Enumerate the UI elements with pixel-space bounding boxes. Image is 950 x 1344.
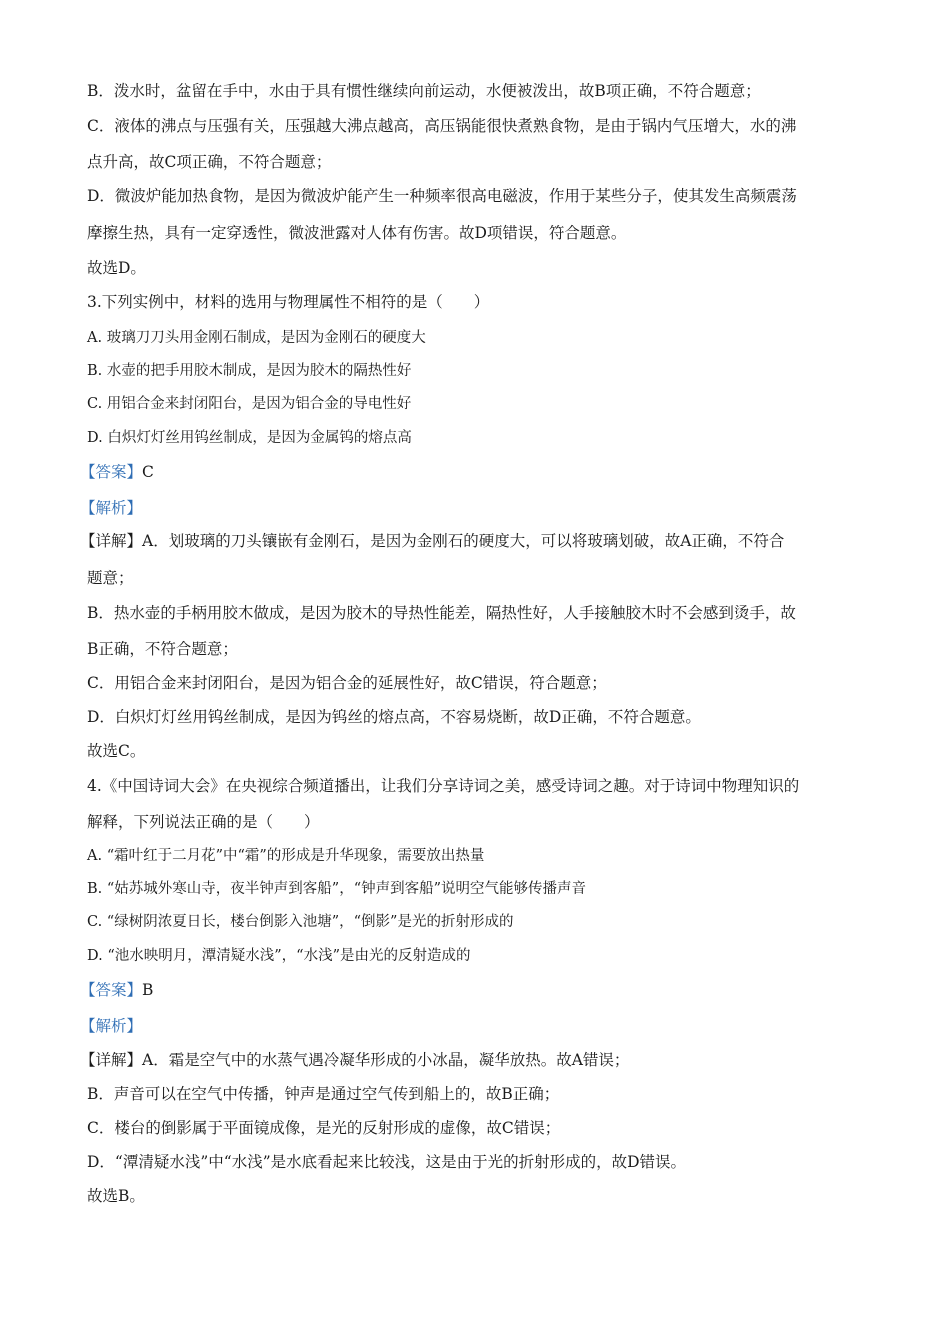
conclusion-line: 故选D。 xyxy=(87,259,146,277)
detail-text: A．划玻璃的刀头镶嵌有金刚石，是因为金刚石的硬度大，可以将玻璃划破，故A正确，不符合 xyxy=(142,532,785,550)
question-3-option-a: A. 玻璃刀刀头用金刚石制成，是因为金刚石的硬度大 xyxy=(87,330,426,346)
answer-value: C xyxy=(142,463,154,481)
question-3-option-d: D. 白炽灯灯丝用钨丝制成，是因为金属钨的熔点高 xyxy=(87,430,412,446)
question-3-detail-line: D．白炽灯灯丝用钨丝制成，是因为钨丝的熔点高，不容易烧断，故D正确，不符合题意。 xyxy=(87,708,701,726)
question-3-detail-line xyxy=(80,531,890,551)
explanation-line: D．微波炉能加热食物，是因为微波炉能产生一种频率很高电磁波，作用于某些分子，使其发生高频震荡 xyxy=(87,187,797,205)
question-4-answer xyxy=(80,980,890,1000)
question-3-detail-line: B．热水壶的手柄用胶木做成，是因为胶木的导热性能差，隔热性好，人手接触胶木时不会感到烫手，故 xyxy=(87,604,796,622)
question-4-detail-line xyxy=(80,1050,890,1070)
conclusion-line: 故选C。 xyxy=(87,742,146,760)
explanation-line: C．液体的沸点与压强有关，压强越大沸点越高，高压锅能很快煮熟食物，是由于锅内气压增大，水的沸 xyxy=(87,117,797,135)
question-4-detail-line: C．楼台的倒影属于平面镜成像，是光的反射形成的虚像，故C错误； xyxy=(87,1119,561,1137)
detail-text: A．霜是空气中的水蒸气遇冷凝华形成的小冰晶，凝华放热。故A错误； xyxy=(142,1051,630,1069)
question-3-option-b: B. 水壶的把手用胶木制成，是因为胶木的隔热性好 xyxy=(87,363,412,379)
explanation-line: 摩擦生热，具有一定穿透性，微波泄露对人体有伤害。故D项错误，符合题意。 xyxy=(87,224,627,242)
conclusion-line: 故选B。 xyxy=(87,1187,145,1205)
question-3-detail-line: C．用铝合金来封闭阳台，是因为铝合金的延展性好，故C错误，符合题意； xyxy=(87,674,607,692)
explanation-line: B．泼水时，盆留在手中，水由于具有惯性继续向前运动，水便被泼出，故B项正确，不符合题意； xyxy=(87,82,761,100)
question-4-detail-line: B．声音可以在空气中传播，钟声是通过空气传到船上的，故B正确； xyxy=(87,1085,560,1103)
analysis-tag: 【解析】 xyxy=(80,1017,143,1035)
question-4-option-d: D. “池水映明月，潭清疑水浅”，“水浅”是由光的反射造成的 xyxy=(87,948,471,964)
answer-value: B xyxy=(142,981,154,999)
detail-tag: 【详解】 xyxy=(80,1051,143,1069)
question-4-option-b: B. “姑苏城外寒山寺，夜半钟声到客船”，“钟声到客船”说明空气能够传播声音 xyxy=(87,881,587,897)
answer-tag: 【答案】 xyxy=(80,981,143,999)
question-3-detail-line: 题意； xyxy=(87,569,134,587)
question-4-stem: 4.《中国诗词大会》在央视综合频道播出，让我们分享诗词之美，感受诗词之趣。对于诗词中物理知识的 xyxy=(87,777,800,795)
question-3-stem: 3.下列实例中，材料的选用与物理属性不相符的是（ ） xyxy=(87,293,490,311)
question-4-option-a: A. “霜叶红于二月花”中“霜”的形成是升华现象，需要放出热量 xyxy=(87,848,485,864)
question-3-answer xyxy=(80,462,890,482)
question-4-stem: 解释，下列说法正确的是（ ） xyxy=(87,813,320,831)
analysis-tag: 【解析】 xyxy=(80,499,143,517)
question-3-option-c: C. 用铝合金来封闭阳台，是因为铝合金的导电性好 xyxy=(87,396,412,412)
detail-tag: 【详解】 xyxy=(80,532,143,550)
explanation-line: 点升高，故C项正确，不符合题意； xyxy=(87,153,332,171)
answer-tag: 【答案】 xyxy=(80,463,143,481)
question-4-detail-line: D．“潭清疑水浅”中“水浅”是水底看起来比较浅，这是由于光的折射形成的，故D错误。 xyxy=(87,1153,687,1171)
question-4-option-c: C. “绿树阴浓夏日长，楼台倒影入池塘”，“倒影”是光的折射形成的 xyxy=(87,914,514,930)
question-3-detail-line: B正确，不符合题意； xyxy=(87,640,238,658)
